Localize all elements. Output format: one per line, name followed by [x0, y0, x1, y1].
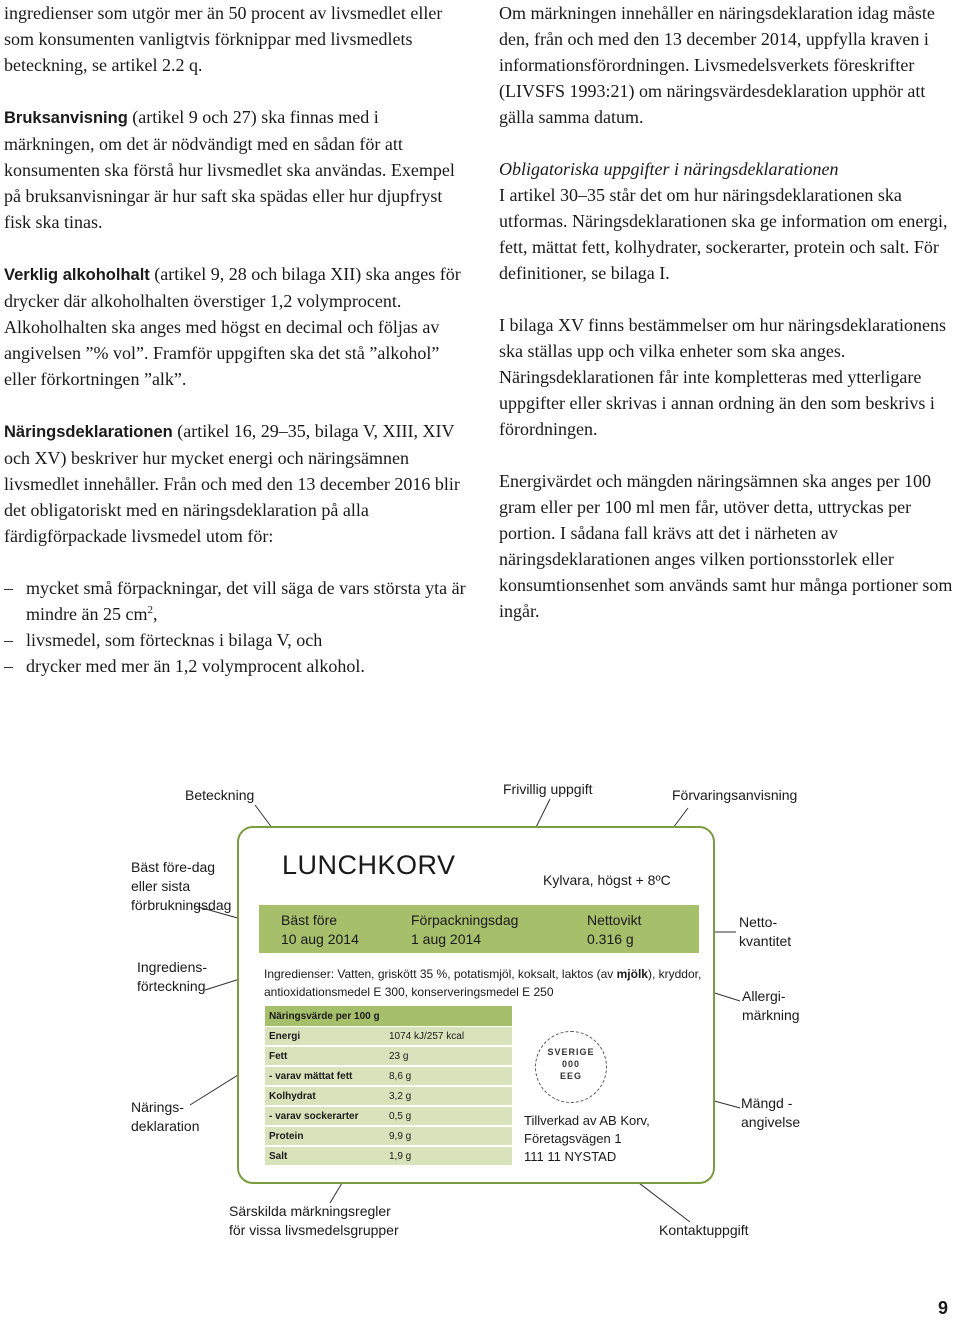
table-row — [265, 1086, 512, 1106]
list-dash: – — [4, 630, 13, 650]
best-before-label: Bäst före — [281, 912, 338, 928]
annotation-beteckning: Beteckning — [185, 787, 255, 803]
nutrient-name: - varav mättat fett — [265, 1066, 385, 1086]
ingredient-list — [264, 965, 704, 1001]
table-row — [265, 1146, 512, 1166]
nutrient-name: Protein — [265, 1126, 385, 1146]
storage-instruction: Kylvara, högst + 8ºC — [543, 872, 671, 888]
term-alkoholhalt: Verklig alkoholhalt — [4, 266, 150, 284]
table-row — [265, 1027, 512, 1047]
net-weight-group — [587, 911, 641, 949]
contact-line: 111 11 NYSTAD — [524, 1149, 617, 1164]
table-row — [265, 1046, 512, 1066]
net-weight-label: Nettovikt — [587, 912, 642, 928]
annotation-allergimarkning: Allergi- märkning — [742, 988, 800, 1023]
allergen-mjolk: mjölk — [616, 967, 648, 981]
nutrient-value: 1074 kJ/257 kcal — [385, 1027, 512, 1047]
table-row — [265, 1066, 512, 1086]
stamp-number: 000 — [561, 1059, 581, 1069]
page-number: 9 — [938, 1298, 949, 1318]
paragraph-ingredients-cont: ingredienser som utgör mer än 50 procent av livsmedlet eller som konsumenten vanligtvis förknippar med livsmedlets beteckning, se artikel 2.2 q. — [4, 3, 443, 75]
superscript: 2 — [147, 604, 153, 616]
contact-line: Tillverkad av AB Korv, — [524, 1113, 650, 1128]
annotation-kontaktuppgift: Kontaktuppgift — [659, 1222, 749, 1238]
nutrient-name: Energi — [265, 1027, 385, 1047]
annotation-naringsdeklaration: Närings- deklaration — [131, 1099, 200, 1134]
stamp-eeg: EEG — [559, 1071, 582, 1081]
list-dash: – — [4, 578, 13, 598]
list-dash: – — [4, 656, 13, 676]
nutrient-value: 8,6 g — [385, 1066, 512, 1086]
text-obligatoriska: I artikel 30–35 står det om hur näringsdeklarationen ska utformas. Näringsdeklarationen ska ge information om energi, fett, mättat fett, kolhydrater, sockerarter, protein och salt. För definitioner, se bilaga I. — [499, 185, 948, 283]
text-bruksanvisning: (artikel 9 och 27) ska finnas med i märkningen, om det är nödvändigt med en sådan för att konsumenten ska förstå hur livsmedlet ska användas. Exempel på bruksanvisningar är hur saft ska spädas eller hur djupfryst fisk ska tinas. — [4, 107, 455, 232]
annotation-ingrediensforteckning: Ingrediens- förteckning — [137, 959, 208, 994]
product-name: LUNCHKORV — [282, 850, 456, 880]
term-naringsdeklaration: Näringsdeklarationen — [4, 423, 173, 441]
list-item-text: mycket små förpackningar, det vill säga de vars största yta är mindre än 25 cm — [26, 578, 466, 624]
packing-label: Förpackningsdag — [411, 912, 519, 928]
annotation-nettokvantitet: Netto- kvantitet — [739, 914, 792, 949]
identification-mark-stamp — [535, 1031, 607, 1103]
nutrient-value: 3,2 g — [385, 1086, 512, 1106]
nutrition-header: Näringsvärde per 100 g — [265, 1006, 512, 1027]
nutrient-value: 23 g — [385, 1046, 512, 1066]
list-item-text: livsmedel, som förtecknas i bilaga V, och — [26, 630, 323, 650]
nutrient-name: Fett — [265, 1046, 385, 1066]
annotation-bast-fore-dag: Bäst före-dag eller sista förbrukningsdag — [131, 859, 232, 913]
annotation-mangdangivelse: Mängd - angivelse — [741, 1095, 801, 1130]
nutrient-name: Kolhydrat — [265, 1086, 385, 1106]
best-before-group — [281, 911, 359, 949]
nutrient-name: - varav sockerarter — [265, 1106, 385, 1126]
annotation-frivillig-uppgift: Frivillig uppgift — [503, 781, 593, 797]
table-row — [265, 1106, 512, 1126]
ingredients-text: Ingredienser: Vatten, griskött 35 %, potatismjöl, koksalt, laktos (av — [264, 967, 617, 981]
term-bruksanvisning: Bruksanvisning — [4, 109, 128, 127]
text-alkoholhalt: (artikel 9, 28 och bilaga XII) ska anges för drycker där alkoholhalten överstiger 1,2 volymprocent. Alkoholhalten ska anges med högst en decimal och följas av angivelsen ”% vol”. Framför uppgiften ska det stå ”alkohol” eller förkortningen ”alk”. — [4, 264, 461, 389]
text-naringsdeklaration: (artikel 16, 29–35, bilaga V, XIII, XIV och XV) beskriver hur mycket energi och näringsämnen livsmedlet innehåller. Från och med den 13 december 2016 blir det obligatoriskt med en näringsdeklaration på alla färdigförpackade livsmedel utom för: — [4, 421, 460, 546]
contact-line: Företagsvägen 1 — [524, 1131, 622, 1146]
nutrient-name: Salt — [265, 1146, 385, 1166]
list-item-text: drycker med mer än 1,2 volymprocent alkohol. — [26, 656, 365, 676]
nutrient-value: 9,9 g — [385, 1126, 512, 1146]
paragraph-current-declaration: Om märkningen innehåller en näringsdeklaration idag måste den, från och med den 13 december 2014, uppfylla kraven i informationsförordningen. Livsmedelsverkets föreskrifter (LIVSFS 1993:21) om näringsvärdesdeklaration upphör att gälla samma datum. — [499, 3, 935, 127]
nutrient-value: 0,5 g — [385, 1106, 512, 1126]
stamp-country: SVERIGE — [547, 1047, 595, 1057]
nutrition-table — [265, 1006, 512, 1167]
packing-date: 1 aug 2014 — [411, 931, 482, 947]
net-weight-value: 0.316 g — [587, 931, 634, 947]
list-item-end: , — [152, 604, 158, 624]
contact-info — [524, 1112, 650, 1166]
ingredients-text-end: ), kryddor, antioxidationsmedel E 300, konserveringsmedel E 250 — [264, 967, 702, 999]
paragraph-bilaga-xv: I bilaga XV finns bestämmelser om hur näringsdeklarationens ska ställas upp och vilka enheter som ska anges. Näringsdeklarationen får inte kompletteras med ytterligare uppgifter eller skrivas i annan ordning än den som beskrivs i förordningen. — [499, 315, 947, 439]
nutrient-value: 1,9 g — [385, 1146, 512, 1166]
annotation-sarskilda-regler: Särskilda märkningsregler för vissa livsmedelsgrupper — [229, 1203, 399, 1238]
paragraph-energivarde: Energivärdet och mängden näringsämnen ska anges per 100 gram eller per 100 ml men får, utöver detta, uttryckas per portion. I sådana fall krävs att det i närheten av näringsdeklarationen anges vilken portionsstorlek eller konsumtionsenhet som används samt hur många portioner som ingår. — [499, 471, 953, 621]
date-weight-band — [259, 905, 699, 953]
table-row — [265, 1126, 512, 1146]
annotation-forvaringsanvisning: Förvaringsanvisning — [672, 787, 798, 803]
product-label — [237, 826, 715, 1184]
packing-group — [411, 911, 518, 949]
subheading-obligatoriska: Obligatoriska uppgifter i näringsdeklarationen — [499, 159, 839, 179]
best-before-date: 10 aug 2014 — [281, 931, 359, 947]
